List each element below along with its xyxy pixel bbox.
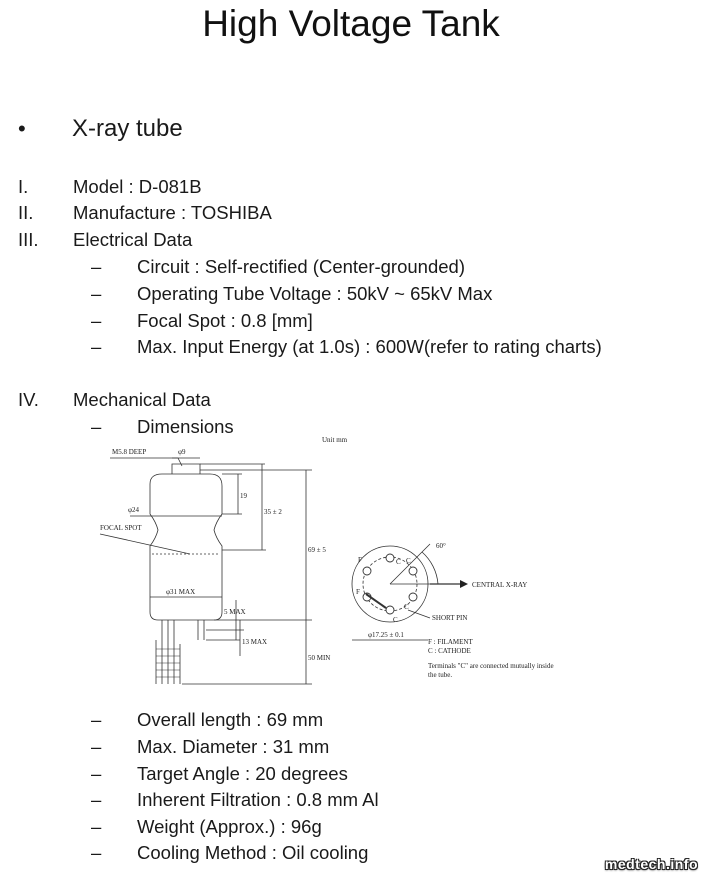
section-heading: X-ray tube — [72, 115, 183, 142]
pin-label-c: C — [393, 616, 398, 624]
pin-top — [386, 554, 394, 562]
central-xray-arrowhead — [460, 580, 468, 588]
dim-13max-label: 13 MAX — [242, 638, 268, 646]
phi24-label: φ24 — [128, 506, 140, 514]
pin-label-f: F — [356, 588, 360, 596]
tube-pins-lower — [156, 640, 180, 684]
dash: – — [91, 256, 102, 277]
dash: – — [91, 789, 102, 810]
unit-label: Unit mm — [322, 436, 348, 444]
dash: – — [91, 842, 102, 863]
electrical-text: Focal Spot : 0.8 [mm] — [137, 310, 313, 331]
page-title: High Voltage Tank — [202, 3, 500, 44]
item-numeral: II. — [18, 202, 34, 223]
mechanical-text: Target Angle : 20 degrees — [137, 763, 348, 784]
cathode-legend: C : CATHODE — [428, 647, 471, 655]
focal-spot-label: FOCAL SPOT — [100, 524, 142, 532]
mechanical-text: Cooling Method : Oil cooling — [137, 842, 369, 863]
item-numeral: I. — [18, 176, 29, 197]
m5-leader-tip — [178, 458, 182, 466]
pin-label-c: C — [396, 558, 401, 566]
short-pin-leader — [408, 610, 430, 618]
tube-body-outline — [150, 474, 222, 620]
m5-label: M5.8 DEEP — [112, 448, 147, 456]
electrical-text: Operating Tube Voltage : 50kV ~ 65kV Max — [137, 283, 493, 304]
mechanical-text: Dimensions — [137, 416, 234, 437]
mechanical-text: Inherent Filtration : 0.8 mm Al — [137, 789, 379, 810]
pin-label-f: F — [358, 556, 362, 564]
mechanical-text: Overall length : 69 mm — [137, 709, 324, 730]
central-xray-label: CENTRAL X-RAY — [472, 581, 528, 589]
dash: – — [91, 709, 102, 730]
short-pin-label: SHORT PIN — [432, 614, 468, 622]
angle-label: 60° — [436, 542, 446, 550]
bullet: • — [18, 116, 26, 141]
mechanical-text: Weight (Approx.) : 96g — [137, 816, 322, 837]
focal-spot-leader — [100, 534, 190, 554]
dash: – — [91, 416, 102, 437]
terminal-note-line1: Terminals "C" are connected mutually inside — [428, 662, 554, 670]
filament-legend: F : FILAMENT — [428, 638, 473, 646]
phi1725-label: φ17.25 ± 0.1 — [368, 631, 404, 639]
pin-lower-right — [409, 593, 417, 601]
dash: – — [91, 310, 102, 331]
phi9-label: φ9 — [178, 448, 186, 456]
item-numeral: III. — [18, 229, 39, 250]
dash: – — [91, 816, 102, 837]
dash: – — [91, 283, 102, 304]
dash: – — [91, 336, 102, 357]
dim-69-label: 69 ± 5 — [308, 546, 326, 554]
pin-label-c: C — [406, 557, 411, 565]
item-text: Manufacture : TOSHIBA — [73, 202, 272, 223]
item-text: Mechanical Data — [73, 389, 211, 410]
pin-upper-right — [409, 567, 417, 575]
dash: – — [91, 736, 102, 757]
tube-dimension-drawing — [90, 434, 610, 690]
watermark: medtech.info — [604, 856, 698, 872]
dim-19-label: 19 — [240, 492, 247, 500]
pin-label-c: C — [404, 603, 409, 611]
mechanical-text: Max. Diameter : 31 mm — [137, 736, 330, 757]
pin-upper-left — [363, 567, 371, 575]
item-text: Electrical Data — [73, 229, 193, 250]
dash: – — [91, 763, 102, 784]
electrical-text: Circuit : Self-rectified (Center-grounded) — [137, 256, 465, 277]
electrical-text: Max. Input Energy (at 1.0s) : 600W(refer to rating charts) — [137, 336, 602, 357]
item-text: Model : D-081B — [73, 176, 202, 197]
dim-5max-label: 5 MAX — [224, 608, 246, 616]
terminal-note-line2: the tube. — [428, 671, 453, 679]
dim-50min-label: 50 MIN — [308, 654, 331, 662]
dim-35-label: 35 ± 2 — [264, 508, 282, 516]
phi31-label: φ31 MAX — [166, 588, 196, 596]
dimension-drawing-svg — [90, 434, 610, 690]
tube-cap-outline — [172, 464, 200, 474]
pin-bottom — [386, 606, 394, 614]
item-numeral: IV. — [18, 389, 39, 410]
